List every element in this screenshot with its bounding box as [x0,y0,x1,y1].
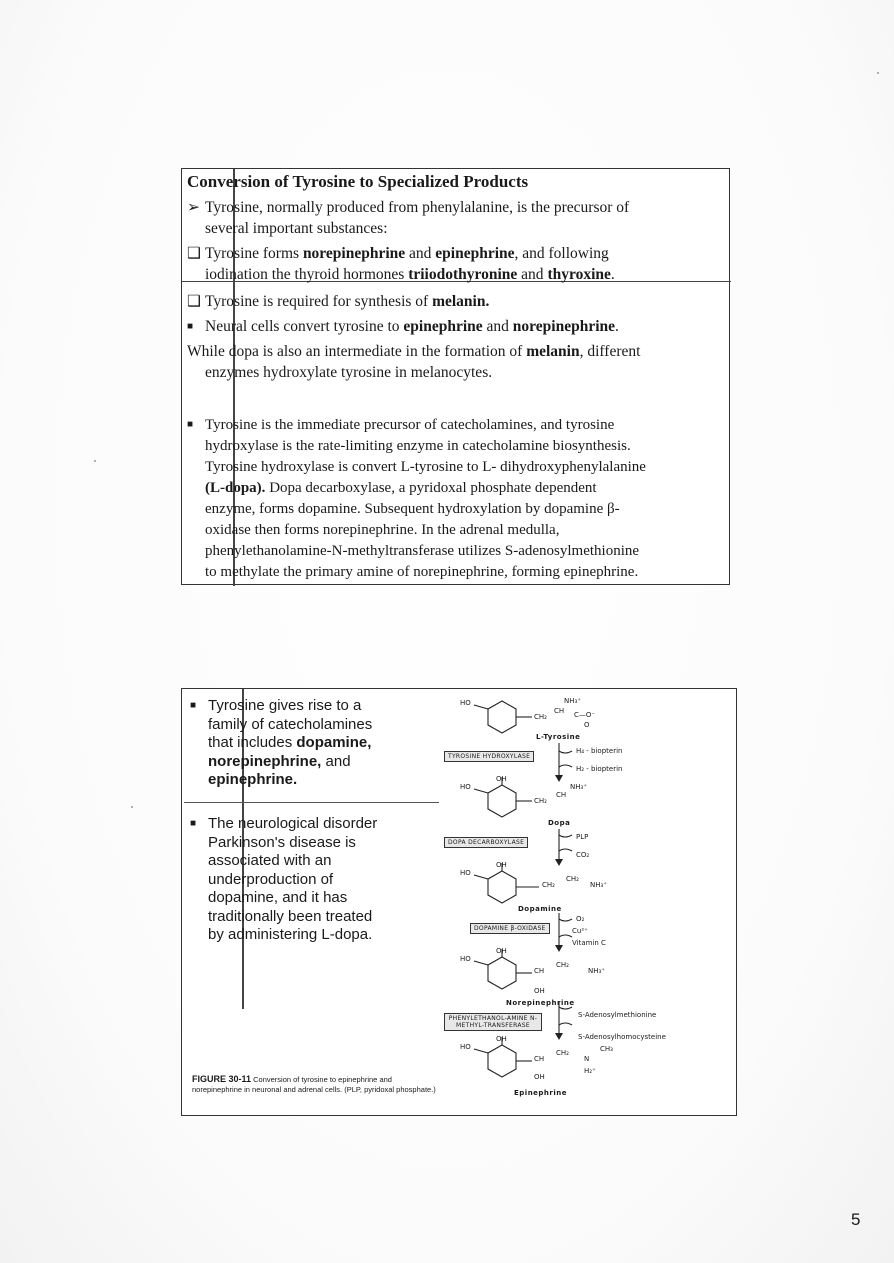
square-bullet-icon: ■ [187,419,194,430]
scan-speck [94,460,96,462]
label-epinephrine: Epinephrine [514,1089,567,1097]
divider-line [184,802,439,803]
paragraph-melanin: ❑ Tyrosine is required for synthesis of melanin. [187,293,490,310]
page-number: 5 [851,1210,861,1229]
slide-conversion-of-tyrosine [181,168,730,585]
catecholamine-pathway-figure: HO NH₃⁺ CH₂ CH C—O⁻ O L-Tyrosine TYROSINE HYDROXYLASE H₄ - biopterin H₂ - biopterin OH HO NH₃⁺ CH₂ CH Dopa DOPA DECARBOXYLASE PLP CO₂ OH HO CH₂ CH₂ NH₃⁺ Dopamine DOPAMINE β-OXIDASE O₂ Cu²⁺ Vitamin C OH HO CH OH CH₂ NH₃⁺ Norepinephrine PHENYLETHANOL-AMINE N-METHYL-TRANSFERASE S-Adenosylmethionine S-Adenosylhomocysteine OH HO CH OH CH₂ N H₂⁺ CH₃ Epinephrine [444,695,734,1111]
square-bullet-icon: ■ [190,818,197,829]
slide-title: Conversion of Tyrosine to Specialized Products [187,172,529,191]
bullet-parkinsons: ■ The neurological disorder Parkinson's disease is associated with an underproduction of dopamine, and it has traditionally been treated by administering L-dopa. [190,815,378,943]
paragraph-catecholamine-synthesis: ■ Tyrosine is the immediate precursor of catecholamines, and tyrosine hydroxylase is the rate-limiting enzyme in catecholamine biosynthesis. Tyrosine hydroxylase is convert L-tyrosine to L- dihydroxyphenylalanine (L-dopa). Dopa decarboxylase, a pyridoxal phosphate dependent enzyme, forms dopamine. Subsequent hydroxylation by dopamine β- oxidase then forms norepinephrine. In the adrenal medulla, phenylethanolamine-N-methyltransferase utilizes S-adenosylmethionine to methylate the primary amine of norepinephrine, forming epinephrine. [187,414,727,583]
enzyme-tyrosine-hydroxylase: TYROSINE HYDROXYLASE [444,751,534,762]
arrow-bullet-icon: ➢ [187,199,200,216]
enzyme-pnmt: PHENYLETHANOL-AMINE N-METHYL-TRANSFERASE [444,1013,542,1031]
label-l-tyrosine: L-Tyrosine [536,733,581,741]
paragraph-precursor: ➢ Tyrosine, normally produced from phenylalanine, is the precursor of several important substances: [187,199,630,237]
bullet-catecholamine-family: ■ Tyrosine gives rise to a family of catecholamines that includes dopamine, norepinephrine, and epinephrine. [190,697,373,788]
paragraph-neural-cells: ■ Neural cells convert tyrosine to epinephrine and norepinephrine. [187,318,619,335]
benzene-ring-epinephrine [488,1045,516,1077]
label-dopamine: Dopamine [518,905,562,913]
figure-caption: FIGURE 30-11 Conversion of tyrosine to epinephrine and norepinephrine in neuronal and adrenal cells. (PLP, pyridoxal phosphate.) [192,1074,436,1094]
enzyme-dopamine-oxidase: DOPAMINE β-OXIDASE [470,923,550,934]
benzene-ring-tyrosine [488,701,516,733]
paragraph-dopa-melanin: While dopa is also an intermediate in the formation of melanin, different enzymes hydroxylate tyrosine in melanocytes. [187,343,641,381]
square-bullet-icon: ■ [190,700,197,711]
square-bullet-icon: ■ [187,321,194,332]
scan-speck [131,806,133,808]
benzene-ring-dopamine [488,871,516,903]
label-dopa: Dopa [548,819,571,827]
checkbox-bullet-icon: ❑ [187,245,201,262]
enzyme-dopa-decarboxylase: DOPA DECARBOXYLASE [444,837,528,848]
scan-speck [877,72,879,74]
benzene-ring-dopa [488,785,516,817]
slide-catecholamines [181,688,737,1116]
checkbox-bullet-icon: ❑ [187,293,201,310]
benzene-ring-norepinephrine [488,957,516,989]
paragraph-norepinephrine: ❑ Tyrosine forms norepinephrine and epinephrine, and following iodination the thyroid hormones triiodothyronine and thyroxine. [187,245,615,283]
label-norepinephrine: Norepinephrine [506,999,575,1007]
